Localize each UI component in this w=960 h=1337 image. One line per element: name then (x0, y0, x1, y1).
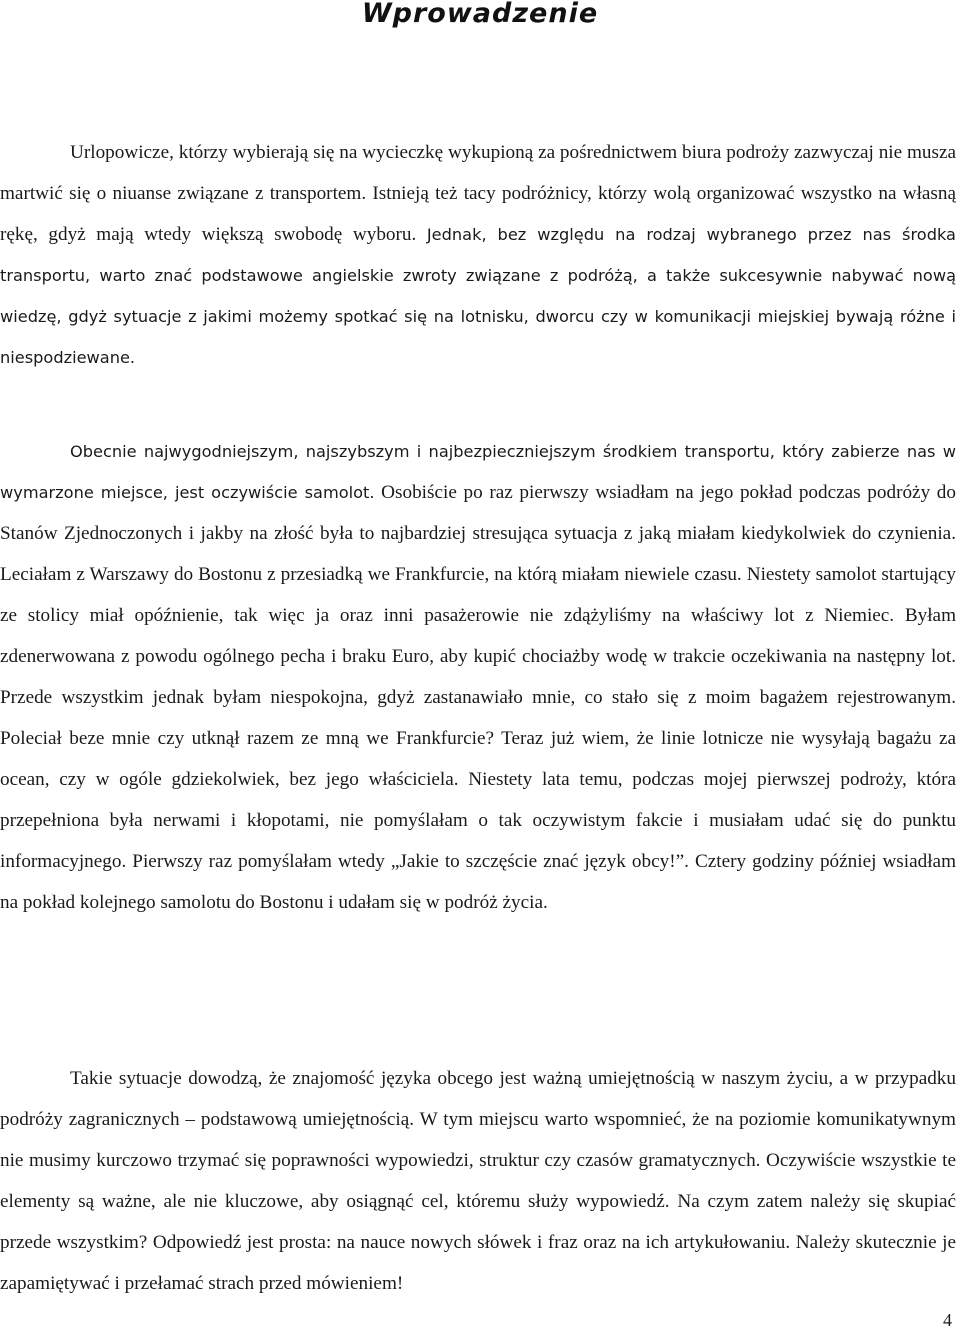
paragraph-2 (0, 431, 956, 923)
paragraph-2-serif-text: Osobiście po raz pierwszy wsiadłam na jego pokład podczas podróży do Stanów Zjednoczonych i jakby na złość była to najbardziej stresująca sytuacja z jaką miałam kiedykolwiek do czynienia. Leciałam z Warszawy do Bostonu z przesiadką we Frankfurcie, na którą miałam niewiele czasu. Niestety samolot startujący ze stolicy miał opóźnienie, tak więc ja oraz inni pasażerowie nie zdążyliśmy na właściwy lot z Niemiec. Byłam zdenerwowana z powodu ogólnego pecha i braku Euro, aby kupić chociażby wodę w trakcie oczekiwania na następny lot. Przede wszystkim jednak byłam niespokojna, gdyż zastanawiało mnie, co stało się z moim bagażem rejestrowanym. Poleciał beze mnie czy utknął razem ze mną we Frankfurcie? Teraz już wiem, że linie lotnicze nie wysyłają bagażu za ocean, czy w ogóle gdziekolwiek, bez jego właściciela. Niestety lata temu, podczas mojej pierwszej podroży, która przepełniona była nerwami i kłopotami, nie pomyślałam o tak oczywistym fakcie i musiałam udać się do punktu informacyjnego. Pierwszy raz pomyślałam wtedy „Jakie to szczęście znać język obcy!”. Cztery godziny później wsiadłam na pokład kolejnego samolotu do Bostonu i udałam się w podróż życia. (0, 482, 956, 913)
paragraph-3 (0, 1058, 956, 1304)
page-title: Wprowadzenie (361, 0, 599, 29)
paragraph-1 (0, 132, 956, 378)
paragraph-3-serif-text: Takie sytuacje dowodzą, że znajomość języka obcego jest ważną umiejętnością w naszym życiu, a w przypadku podróży zagranicznych – podstawową umiejętnością. W tym miejscu warto wspomnieć, że na poziomie komunikatywnym nie musimy kurczowo trzymać się poprawności wypowiedzi, struktur czy czasów gramatycznych. Oczywiście wszystkie te elementy są ważne, ale nie kluczowe, aby osiągnąć cel, któremu służy wypowiedź. Na czym zatem należy się skupiać przede wszystkim? Odpowiedź jest prosta: na nauce nowych słówek i fraz oraz na ich artykułowaniu. Należy skutecznie je zapamiętywać i przełamać strach przed mówieniem! (0, 1068, 956, 1294)
page-number: 4 (943, 1310, 952, 1330)
paragraph-2-sans-text: Obecnie najwygodniejszym, najszybszym i najbezpieczniejszym środkiem transportu, który zabierze nas w wymarzone miejsce, jest oczywiście samolot. (0, 442, 956, 502)
paragraph-1-serif-text: Urlopowicze, którzy wybierają się na wycieczkę wykupioną za pośrednictwem biura podroży zazwyczaj nie musza martwić się o niuanse związane z transportem. Istnieją też tacy podróżnicy, którzy wolą organizować wszystko na własną rękę, gdyż mają wtedy większą swobodę wyboru. (0, 142, 956, 245)
paragraph-1-sans-text: Jednak, bez względu na rodzaj wybranego przez nas środka transportu, warto znać podstawowe angielskie zwroty związane z podróżą, a także sukcesywnie nabywać nową wiedzę, gdyż sytuacje z jakimi możemy spotkać się na lotnisku, dworcu czy w komunikacji miejskiej bywają różne i niespodziewane. (0, 225, 956, 367)
